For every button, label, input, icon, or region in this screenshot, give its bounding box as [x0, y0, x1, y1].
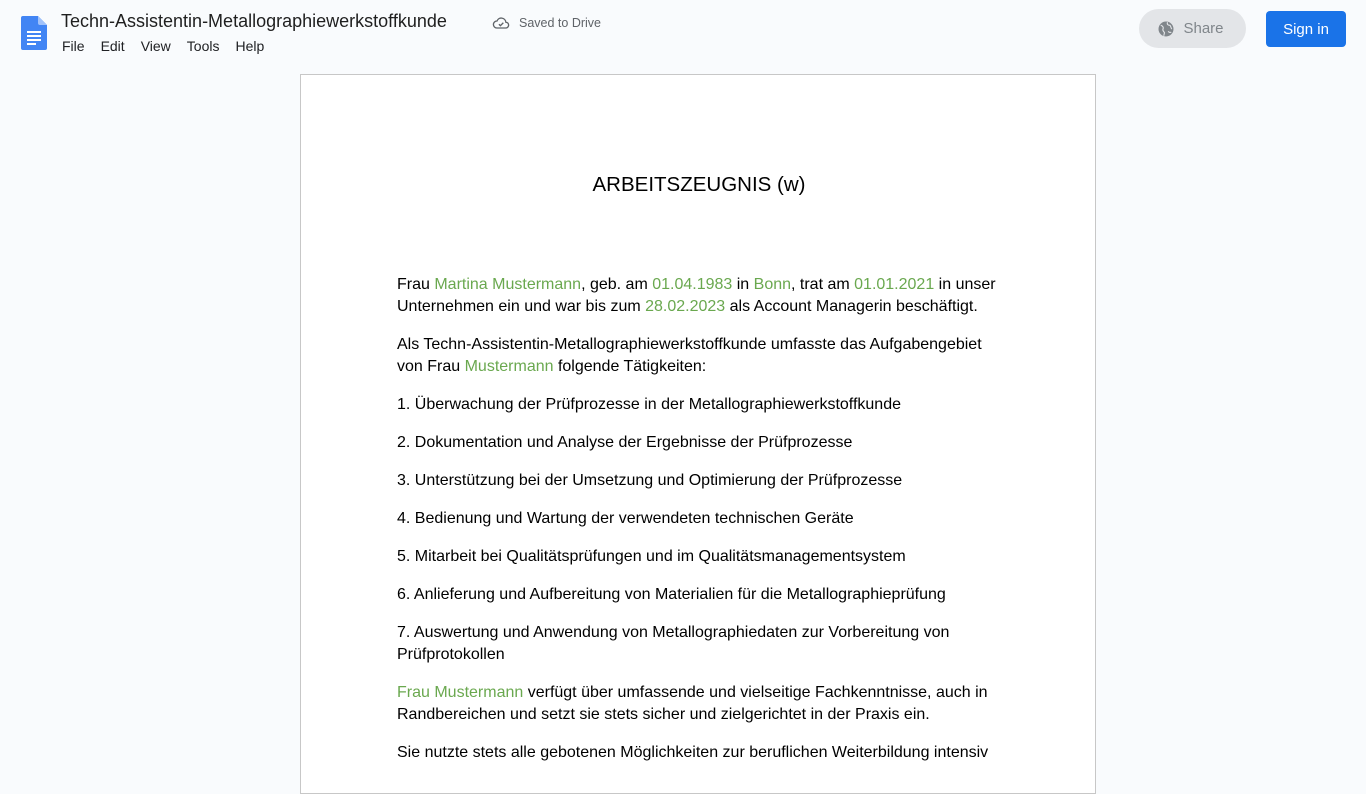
document-page[interactable] — [300, 74, 1096, 794]
end-date: 28.02.2023 — [645, 298, 726, 315]
share-button[interactable] — [1139, 9, 1246, 48]
menu-help[interactable]: Help — [235, 38, 265, 54]
task-item: 7. Auswertung und Anwendung von Metallographiedaten zur Vorbereitung von Prüfprotokollen — [397, 624, 950, 663]
document-title[interactable]: Techn-Assistentin-Metallographiewerkstoffkunde — [61, 11, 447, 31]
task-item: 3. Unterstützung bei der Umsetzung und Optimierung der Prüfprozesse — [397, 472, 903, 489]
text: als Account Managerin beschäftigt. — [725, 298, 978, 315]
paragraph-training: Sie nutzte stets alle gebotenen Möglichkeiten zur beruflichen Weiterbildung intensiv — [397, 744, 989, 761]
text: Als Techn-Assistentin-Metallographiewerkstoffkunde umfasste das Aufgabengebiet von Frau — [397, 336, 982, 375]
text: folgende Tätigkeiten: — [553, 358, 707, 375]
start-date: 01.01.2021 — [854, 276, 935, 293]
task-item: 6. Anlieferung und Aufbereitung von Materialien für die Metallographieprüfung — [397, 586, 946, 603]
menu-view[interactable]: View — [140, 38, 171, 54]
text: verfügt über umfassende und vielseitige Fachkenntnisse, auch in Randbereichen und setzt sie stets sicher und zielgerichtet in der Praxis ein. — [397, 684, 988, 723]
text: Frau — [397, 276, 435, 293]
task-item: 4. Bedienung und Wartung der verwendeten technischen Geräte — [397, 510, 854, 527]
employee-name: Frau Mustermann — [397, 684, 524, 701]
birth-date: 01.04.1983 — [652, 276, 733, 293]
google-docs-icon[interactable] — [21, 16, 47, 50]
text: in — [732, 276, 754, 293]
top-bar — [0, 0, 1366, 64]
menu-bar — [54, 37, 272, 55]
task-item: 2. Dokumentation und Analyse der Ergebnisse der Prüfprozesse — [397, 434, 853, 451]
text: , trat am — [791, 276, 855, 293]
task-item: 1. Überwachung der Prüfprozesse in der Metallographiewerkstoffkunde — [397, 396, 901, 413]
text: , geb. am — [581, 276, 653, 293]
document-body — [397, 274, 1003, 780]
save-status[interactable] — [491, 13, 601, 33]
menu-edit[interactable]: Edit — [100, 38, 125, 54]
birth-place: Bonn — [753, 276, 792, 293]
globe-icon — [1157, 20, 1175, 38]
employee-name: Martina Mustermann — [434, 276, 582, 293]
paragraph-employment — [397, 274, 1003, 318]
menu-tools[interactable]: Tools — [186, 38, 220, 54]
paragraph-role — [397, 334, 1003, 378]
paragraph-skills — [397, 682, 1003, 726]
share-label: Share — [1183, 20, 1224, 37]
save-status-label: Saved to Drive — [519, 16, 601, 30]
cloud-done-icon — [491, 13, 511, 33]
menu-file[interactable]: File — [62, 38, 85, 54]
document-heading: ARBEITSZEUGNIS (w) — [592, 173, 806, 196]
text: in unser Unternehmen ein und war bis zum — [397, 276, 996, 315]
sign-in-button[interactable]: Sign in — [1266, 11, 1346, 47]
task-item: 5. Mitarbeit bei Qualitätsprüfungen und im Qualitätsmanagementsystem — [397, 548, 906, 565]
employee-surname: Mustermann — [464, 358, 554, 375]
